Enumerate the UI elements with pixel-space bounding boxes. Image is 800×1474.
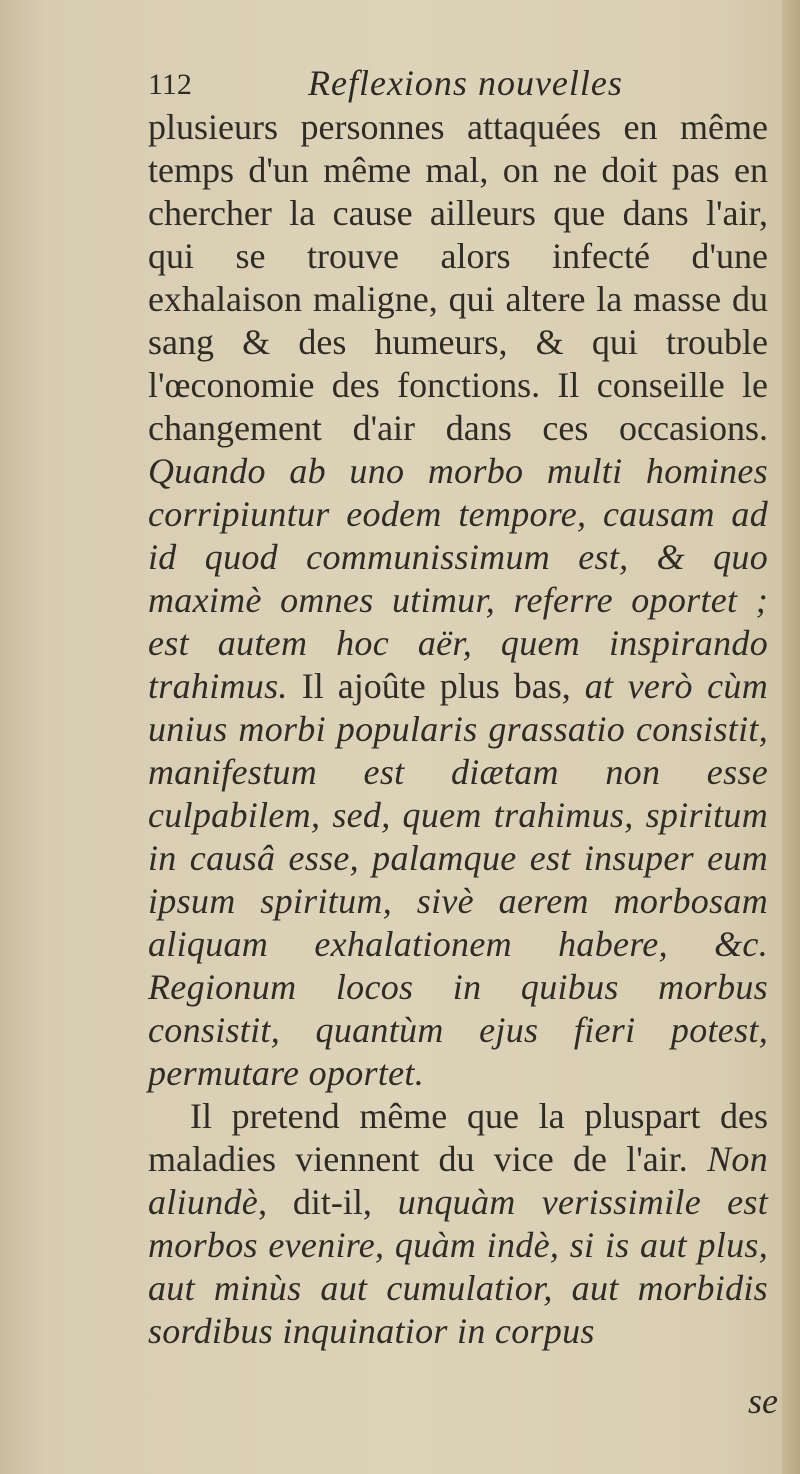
latin-quote-1: Quando ab uno morbo multi homines corripiuntur eodem tempore, causam ad id quod communissimum est, & quo maximè omnes utimur, referre oportet ; est autem hoc aër, quem inspirando trahimus. (148, 451, 768, 706)
latin-quote-3: unquàm verissimile est morbos evenire, quàm indè, si is aut plus, aut minùs aut cumulatior, aut morbidis sordibus inquinatior in corpus (148, 1182, 768, 1351)
page-edge (782, 0, 800, 1474)
paragraph-1-text: plusieurs personnes attaquées en même temps d'un même mal, on ne doit pas en chercher la cause ailleurs que dans l'air, qui se trouve alors infecté d'une exhalaison maligne, qui altere la masse du sang & des humeurs, & qui trouble l'œconomie des fonctions. Il conseille le changement d'air dans ces occasions. (148, 107, 768, 448)
catchword: se (748, 1381, 778, 1421)
paragraph-1 (148, 106, 768, 1095)
paragraph-2-aside: , dit-il, (258, 1182, 398, 1222)
page-header (148, 62, 768, 102)
body-text (148, 106, 768, 1353)
paragraph-2 (148, 1095, 768, 1353)
paragraph-2-text: Il pretend même que la pluspart des maladies viennent du vice de l'air. (148, 1096, 768, 1179)
paragraph-1-continuation: Il ajoûte plus bas, (287, 666, 585, 706)
latin-quote-3-start: Non aliundè (148, 1139, 768, 1222)
page-number: 112 (148, 68, 192, 101)
latin-quote-2: at verò cùm unius morbi popularis grassatio consistit, manifestum est diætam non esse culpabilem, sed, quem trahimus, spiritum in causâ esse, palamque est insuper eum ipsum spiritum, sivè aerem morbosam aliquam exhalationem habere, &c. Regionum locos in quibus morbus consistit, quantùm ejus fieri potest, permutare oportet. (148, 666, 768, 1093)
running-head: Reflexions nouvelles (308, 63, 623, 103)
